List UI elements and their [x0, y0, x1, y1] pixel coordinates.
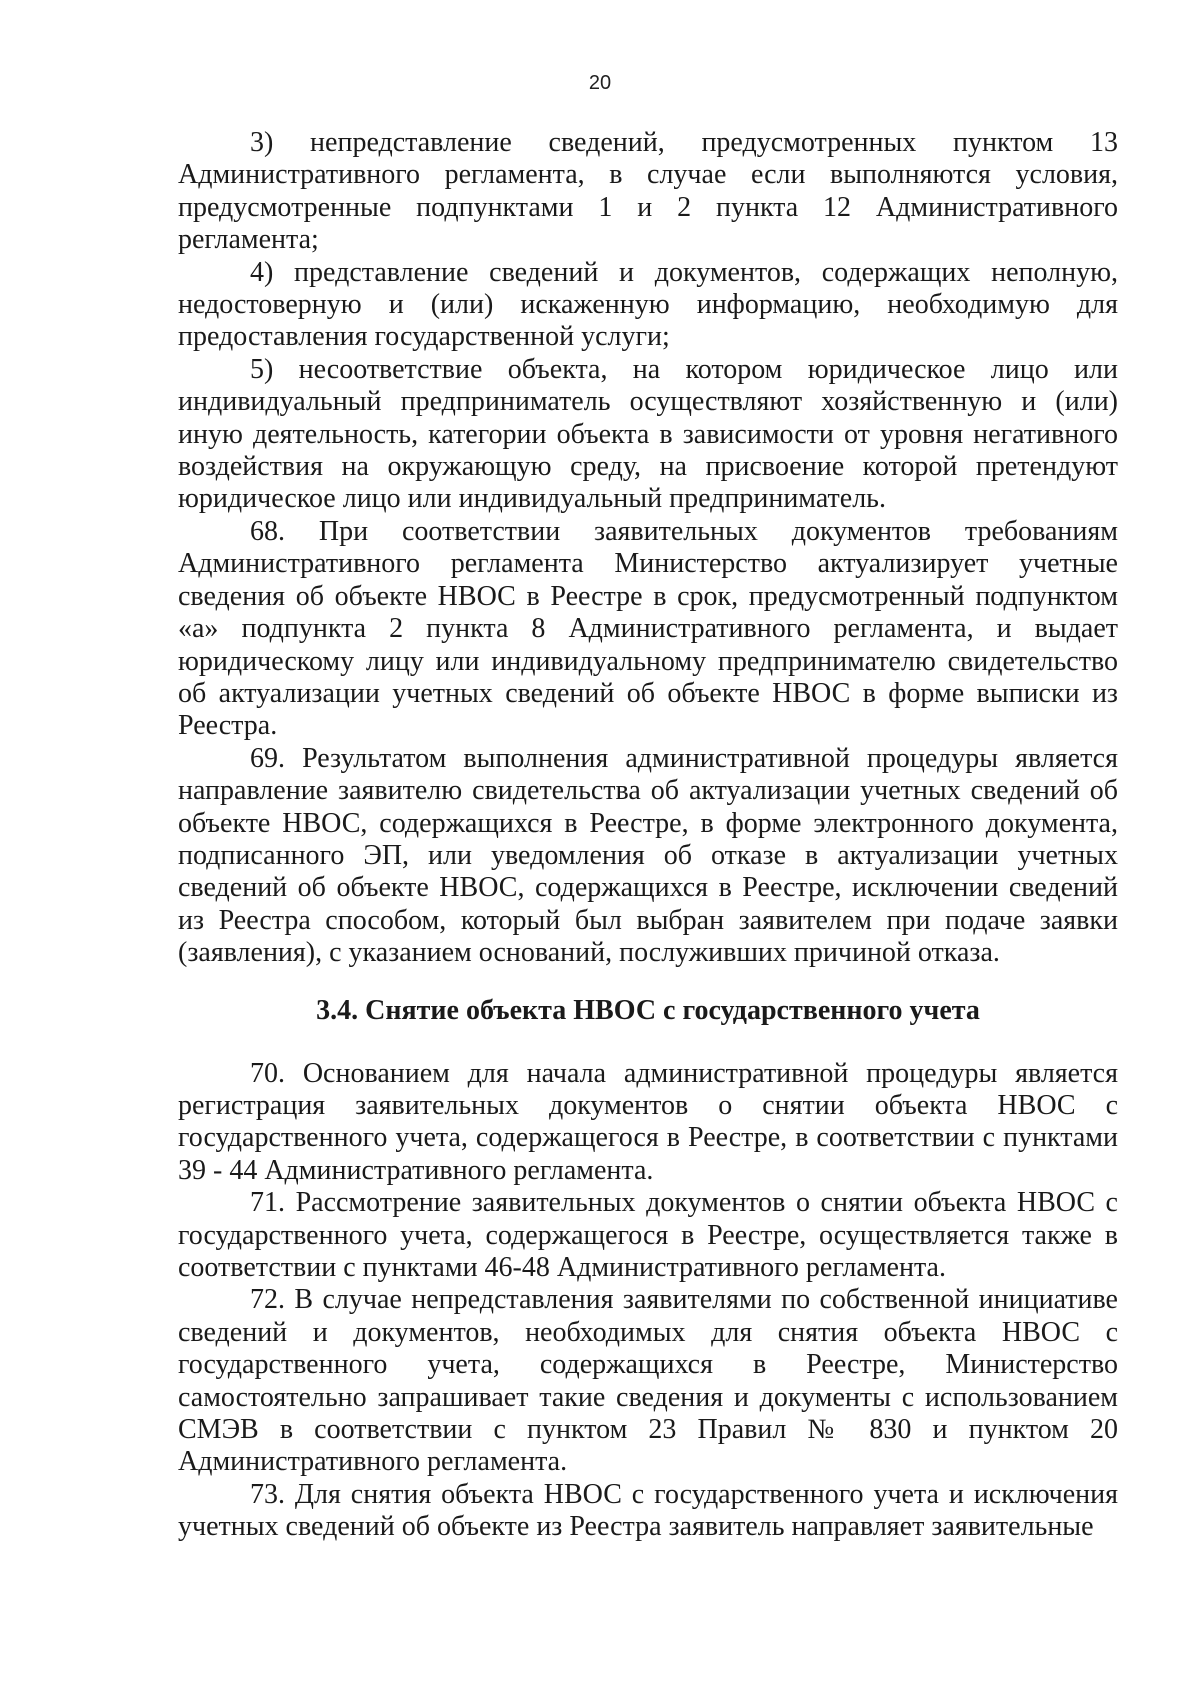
paragraph-69: 69. Результатом выполнения административной процедуры является направление заявителю свидетельства об актуализации учетных сведений об объекте НВОС, содержащихся в Реестре, в форме электронного документа, подписанного ЭП, или уведомления об отказе в актуализации учетных сведений об объекте НВОС, содержащихся в Реестре, исключении сведений из Реестра способом, который был выбран заявителем при подаче заявки (заявления), с указанием оснований, послуживших причиной отказа. — [178, 742, 1118, 969]
paragraph-item-3: 3) непредставление сведений, предусмотренных пунктом 13 Административного регламента, в случае если выполняются условия, предусмотренные подпунктами 1 и 2 пункта 12 Административного регламента; — [178, 127, 1118, 256]
paragraph-70: 70. Основанием для начала административной процедуры является регистрация заявительных документов о снятии объекта НВОС с государственного учета, содержащегося в Реестре, в соответствии с пунктами 39 - 44 Административного регламента. — [178, 1057, 1118, 1186]
section-heading: 3.4. Снятие объекта НВОС с государственного учета — [316, 994, 980, 1026]
paragraph-68: 68. При соответствии заявительных документов требованиям Административного регламента Министерство актуализирует учетные сведения об объекте НВОС в Реестре в срок, предусмотренный подпунктом «а» подпункта 2 пункта 8 Административного регламента, и выдает юридическому лицу или индивидуальному предпринимателю свидетельство об актуализации учетных сведений об объекте НВОС в форме выписки из Реестра. — [178, 515, 1118, 742]
paragraph-item-4: 4) представление сведений и документов, содержащих неполную, недостоверную и (или) искаженную информацию, необходимую для предоставления государственной услуги; — [178, 256, 1118, 353]
paragraph-72: 72. В случае непредставления заявителями по собственной инициативе сведений и документов, необходимых для снятия объекта НВОС с государственного учета, содержащихся в Реестре, Министерство самостоятельно запрашивает такие сведения и документы с использованием СМЭВ в соответствии с пунктом 23 Правил № 830 и пунктом 20 Административного регламента. — [178, 1284, 1118, 1478]
document-body — [178, 127, 1118, 1544]
paragraph-73: 73. Для снятия объекта НВОС с государственного учета и исключения учетных сведений об объекте из Реестра заявитель направляет заявительные — [178, 1478, 1118, 1543]
page-number: 20 — [588, 72, 612, 94]
paragraph-71: 71. Рассмотрение заявительных документов о снятии объекта НВОС с государственного учета, содержащегося в Реестре, осуществляется также в соответствии с пунктами 46-48 Административного регламента. — [178, 1187, 1118, 1283]
paragraph-item-5: 5) несоответствие объекта, на котором юридическое лицо или индивидуальный предприниматель осуществляют хозяйственную и (или) иную деятельность, категории объекта в зависимости от уровня негативного воздействия на окружающую среду, на присвоение которой претендуют юридическое лицо или индивидуальный предприниматель. — [178, 353, 1118, 515]
